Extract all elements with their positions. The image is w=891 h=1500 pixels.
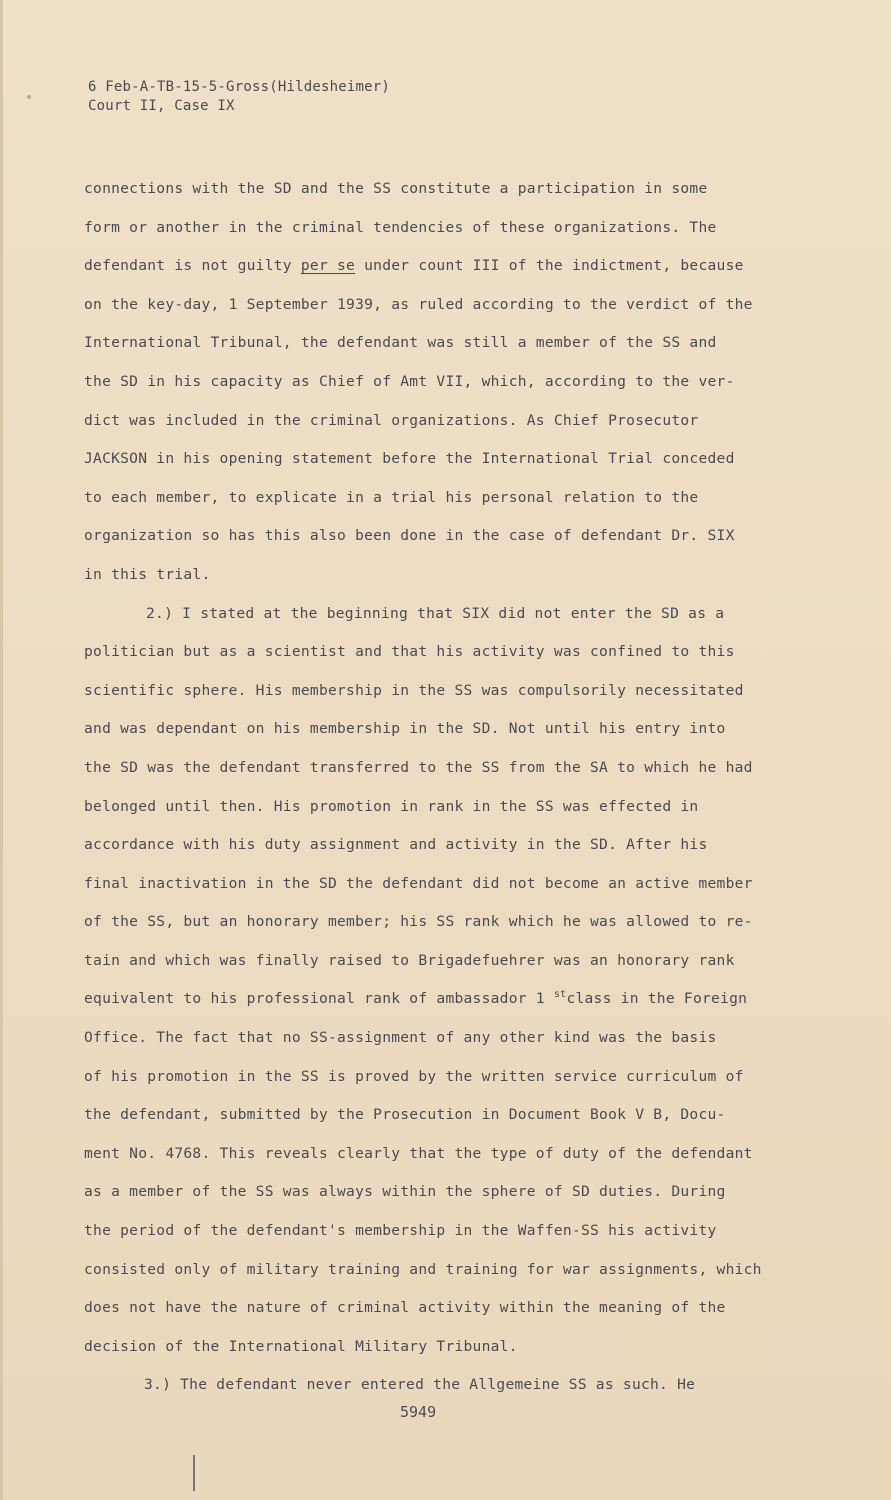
text-line: as a member of the SS was always within the sphere of SD duties. During <box>84 1183 726 1201</box>
text-line: ment No. 4768. This reveals clearly that the type of duty of the defendant <box>84 1144 753 1162</box>
text-line: scientific sphere. His membership in the SS was compulsorily necessitated <box>84 681 744 699</box>
paper-speck <box>27 95 31 99</box>
text-line: final inactivation in the SD the defendant did not become an active member <box>84 874 753 892</box>
text-fragment: defendant is not guilty <box>84 257 301 275</box>
text-line <box>84 984 814 1023</box>
text-line: the SD in his capacity as Chief of Amt VII, which, according to the ver- <box>84 372 735 390</box>
text-line <box>84 251 814 290</box>
text-line: organization so has this also been done in the case of defendant Dr. SIX <box>84 527 735 545</box>
text-line: tain and which was finally raised to Brigadefuehrer was an honorary rank <box>84 951 735 969</box>
text-line: decision of the International Military Tribunal. <box>84 1337 518 1355</box>
text-line: the period of the defendant's membership in the Waffen-SS his activity <box>84 1222 717 1240</box>
page-number: 5949 <box>400 1403 437 1421</box>
paragraph-2-start: 2.) I stated at the beginning that SIX did not enter the SD as a <box>146 604 725 622</box>
text-line: on the key-day, 1 September 1939, as ruled according to the verdict of the <box>84 295 753 313</box>
text-line: International Tribunal, the defendant was still a member of the SS and <box>84 334 717 352</box>
text-line: and was dependant on his membership in the SD. Not until his entry into <box>84 720 726 738</box>
text-line: JACKSON in his opening statement before the International Trial conceded <box>84 450 735 468</box>
text-line: belonged until then. His promotion in rank in the SS was effected in <box>84 797 699 815</box>
superscript: st <box>553 989 567 1001</box>
text-line: consisted only of military training and training for war assignments, which <box>84 1260 762 1278</box>
header-court: Court II, Case IX <box>88 98 235 114</box>
text-line: connections with the SD and the SS constitute a participation in some <box>84 180 708 197</box>
text-line: to each member, to explicate in a trial his personal relation to the <box>84 488 699 506</box>
text-line: of his promotion in the SS is proved by the written service curriculum of <box>84 1067 744 1085</box>
text-line: does not have the nature of criminal activity within the meaning of the <box>84 1299 726 1317</box>
page-edge <box>0 0 3 1500</box>
text-fragment: under count III of the indictment, because <box>355 257 744 275</box>
underlined-phrase: per se <box>300 257 356 275</box>
text-line: politician but as a scientist and that his activity was confined to this <box>84 643 735 661</box>
text-line: form or another in the criminal tendencies of these organizations. The <box>84 218 717 236</box>
text-line: the defendant, submitted by the Prosecution in Document Book V B, Docu- <box>84 1106 726 1124</box>
text-line: Office. The fact that no SS-assignment of any other kind was the basis <box>84 1029 717 1047</box>
text-line: the SD was the defendant transferred to the SS from the SA to which he had <box>84 758 753 776</box>
text-line: accordance with his duty assignment and activity in the SD. After his <box>84 836 708 854</box>
text-line: in this trial. <box>84 565 211 583</box>
document-header <box>88 78 390 116</box>
document-body <box>84 174 814 1409</box>
text-line: dict was included in the criminal organizations. As Chief Prosecutor <box>84 411 699 429</box>
text-fragment: class in the Foreign <box>566 990 748 1008</box>
text-fragment: equivalent to his professional rank of ambassador 1 <box>84 990 554 1008</box>
header-reference: 6 Feb-A-TB-15-5-Gross(Hildesheimer) <box>88 79 391 95</box>
text-line: of the SS, but an honorary member; his SS rank which he was allowed to re- <box>84 913 753 931</box>
pencil-mark <box>193 1455 195 1491</box>
paragraph-3-start: 3.) The defendant never entered the Allgemeine SS as such. He <box>144 1376 696 1394</box>
